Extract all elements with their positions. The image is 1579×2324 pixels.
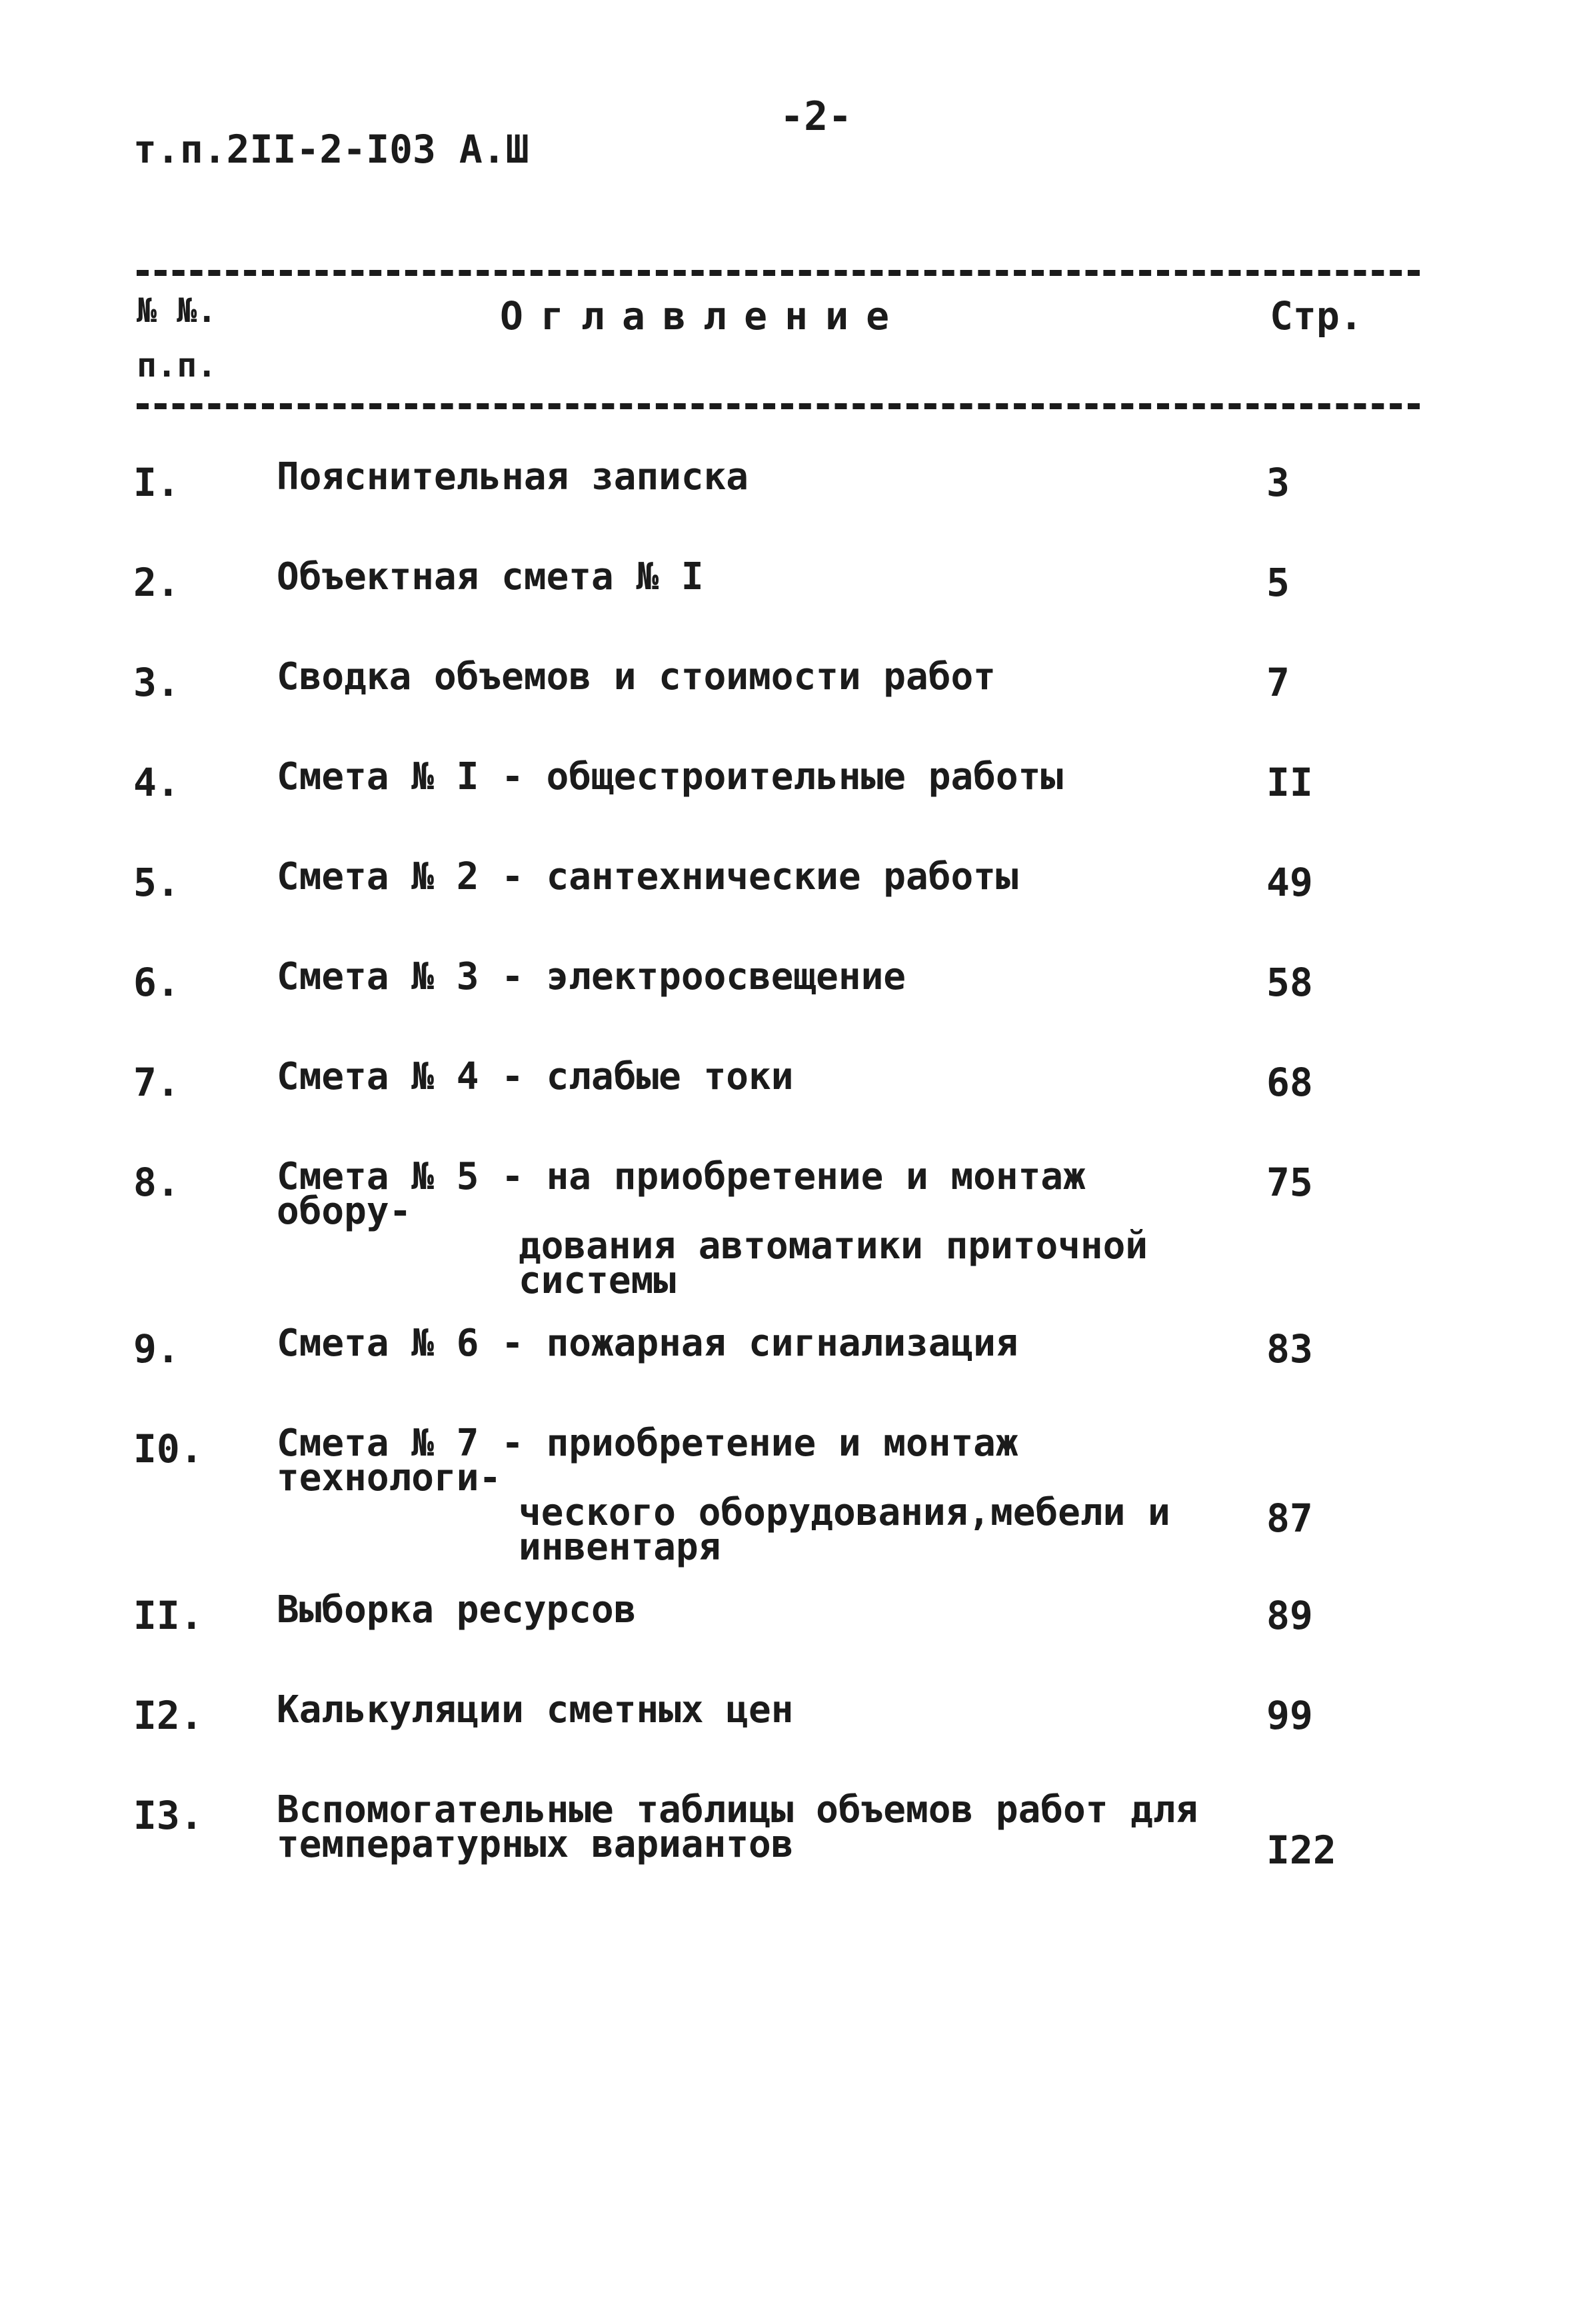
toc-row-page: 87 bbox=[1266, 1496, 1313, 1541]
toc-row-title-continuation: ческого оборудования,мебели и инвентаря bbox=[519, 1491, 1170, 1569]
toc-row-title-text: сантехнические работы bbox=[546, 855, 1018, 898]
column-header-number-line2: п.п. bbox=[137, 346, 217, 385]
page-number: -2- bbox=[780, 93, 852, 140]
header-top-rule bbox=[137, 270, 1420, 276]
toc-row-number: 9. bbox=[133, 1326, 180, 1372]
document-code: т.п.2II-2-I03 А.Ш bbox=[133, 127, 529, 172]
toc-row-title: Сводка объемов и стоимости работ bbox=[277, 655, 996, 698]
toc-row-page: 58 bbox=[1266, 960, 1313, 1005]
toc-row-number: 6. bbox=[133, 960, 180, 1005]
toc-row-title: Выборка ресурсов bbox=[277, 1588, 637, 1632]
toc-row-page: I22 bbox=[1266, 1827, 1336, 1873]
toc-row-title bbox=[277, 1422, 1210, 1569]
toc-row-page: 7 bbox=[1266, 660, 1290, 705]
toc-row-title-text: приобретение и монтаж технологи- bbox=[277, 1422, 1018, 1500]
toc-row-number: I3. bbox=[133, 1793, 203, 1838]
toc-row-estimate-prefix: Смета № I - bbox=[277, 755, 547, 798]
column-header-number-line1: № №. bbox=[137, 291, 217, 330]
toc-row-page: 68 bbox=[1266, 1060, 1313, 1105]
toc-row-estimate-prefix: Смета № 6 - bbox=[277, 1322, 547, 1365]
column-header-number bbox=[137, 283, 217, 393]
header-bottom-rule bbox=[137, 403, 1420, 409]
toc-row-title bbox=[277, 1788, 1210, 1866]
toc-row-page: 75 bbox=[1266, 1160, 1313, 1205]
toc-row-title-text: слабые токи bbox=[546, 1055, 794, 1098]
toc-row-page: 5 bbox=[1266, 560, 1290, 605]
toc-row-page: 49 bbox=[1266, 860, 1313, 905]
toc-row-number: 7. bbox=[133, 1060, 180, 1105]
toc-row-title-text: общестроительные работы bbox=[546, 755, 1064, 798]
toc-row-estimate-prefix: Смета № 7 - bbox=[277, 1422, 547, 1465]
toc-row-number: 5. bbox=[133, 860, 180, 905]
toc-row-number: I2. bbox=[133, 1693, 203, 1738]
toc-row-title bbox=[277, 755, 1210, 798]
toc-row-number: 4. bbox=[133, 760, 180, 805]
toc-row-number: II. bbox=[133, 1593, 203, 1638]
toc-row-title: Калькуляции сметных цен bbox=[277, 1688, 794, 1732]
toc-row-title-text: пожарная сигнализация bbox=[546, 1322, 1018, 1365]
toc-row-title bbox=[277, 955, 1210, 998]
toc-row-number: 2. bbox=[133, 560, 180, 605]
toc-row-estimate-prefix: Смета № 3 - bbox=[277, 955, 547, 998]
toc-row-title-text: электроосвещение bbox=[546, 955, 906, 998]
toc-row-estimate-prefix: Смета № 5 - bbox=[277, 1155, 547, 1198]
toc-row-page: 3 bbox=[1266, 460, 1290, 505]
toc-row-number: 3. bbox=[133, 660, 180, 705]
toc-row-title: Пояснительная записка bbox=[277, 455, 749, 499]
toc-row-page: II bbox=[1266, 760, 1313, 805]
toc-row-number: 8. bbox=[133, 1160, 180, 1205]
toc-row-estimate-prefix: Смета № 2 - bbox=[277, 855, 547, 898]
column-header-title: Оглавление bbox=[500, 293, 907, 339]
toc-row-title-text: на приобретение и монтаж обору- bbox=[277, 1155, 1086, 1233]
toc-row-page: 83 bbox=[1266, 1326, 1313, 1372]
toc-row-page: 99 bbox=[1266, 1693, 1313, 1738]
toc-row-number: I. bbox=[133, 460, 180, 505]
toc-row-title-text: Вспомогательные таблицы объемов работ для bbox=[277, 1788, 1198, 1831]
toc-row-number: I0. bbox=[133, 1426, 203, 1472]
toc-row-title bbox=[277, 1322, 1210, 1365]
column-header-page: Стр. bbox=[1270, 293, 1363, 339]
toc-row-estimate-prefix: Смета № 4 - bbox=[277, 1055, 547, 1098]
toc-row-page: 89 bbox=[1266, 1593, 1313, 1638]
toc-row-title bbox=[277, 1055, 1210, 1098]
toc-row-title-continuation: температурных вариантов bbox=[277, 1823, 794, 1866]
toc-row-title: Объектная смета № I bbox=[277, 555, 704, 598]
toc-row-title bbox=[277, 1155, 1210, 1302]
toc-row-title bbox=[277, 855, 1210, 898]
toc-row-title-continuation: дования автоматики приточной системы bbox=[519, 1224, 1148, 1302]
